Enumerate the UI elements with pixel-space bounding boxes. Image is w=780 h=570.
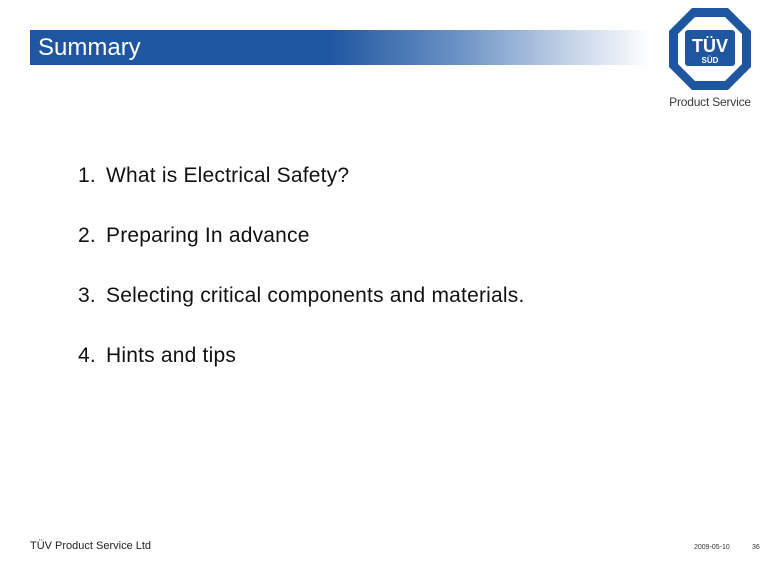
agenda-item-number: 2. xyxy=(78,224,96,247)
footer-date: 2009-05-10 xyxy=(694,544,730,551)
tuv-octagon-icon xyxy=(667,6,753,92)
logo-wordmark: TÜV xyxy=(692,36,728,56)
agenda-item xyxy=(78,342,525,402)
logo-sub: SÜD xyxy=(701,56,719,65)
agenda-item-text: Preparing In advance xyxy=(106,224,310,247)
agenda-item-text: Hints and tips xyxy=(106,344,237,367)
logo-caption: Product Service xyxy=(669,95,751,109)
footer-company: TÜV Product Service Ltd xyxy=(30,540,152,552)
slide-title: Summary xyxy=(38,34,141,61)
agenda-item-text: What is Electrical Safety? xyxy=(106,164,350,187)
agenda-item xyxy=(78,222,525,282)
agenda-item xyxy=(78,282,525,342)
agenda-item-number: 1. xyxy=(78,164,96,187)
agenda-item-text: Selecting critical components and materials. xyxy=(106,284,525,307)
slide-title-bar xyxy=(30,30,650,65)
agenda-item-number: 3. xyxy=(78,284,96,307)
agenda-list xyxy=(78,162,525,402)
footer-page-number: 36 xyxy=(752,544,760,551)
tuv-logo xyxy=(665,6,755,114)
agenda-item xyxy=(78,162,525,222)
agenda-item-number: 4. xyxy=(78,344,96,367)
